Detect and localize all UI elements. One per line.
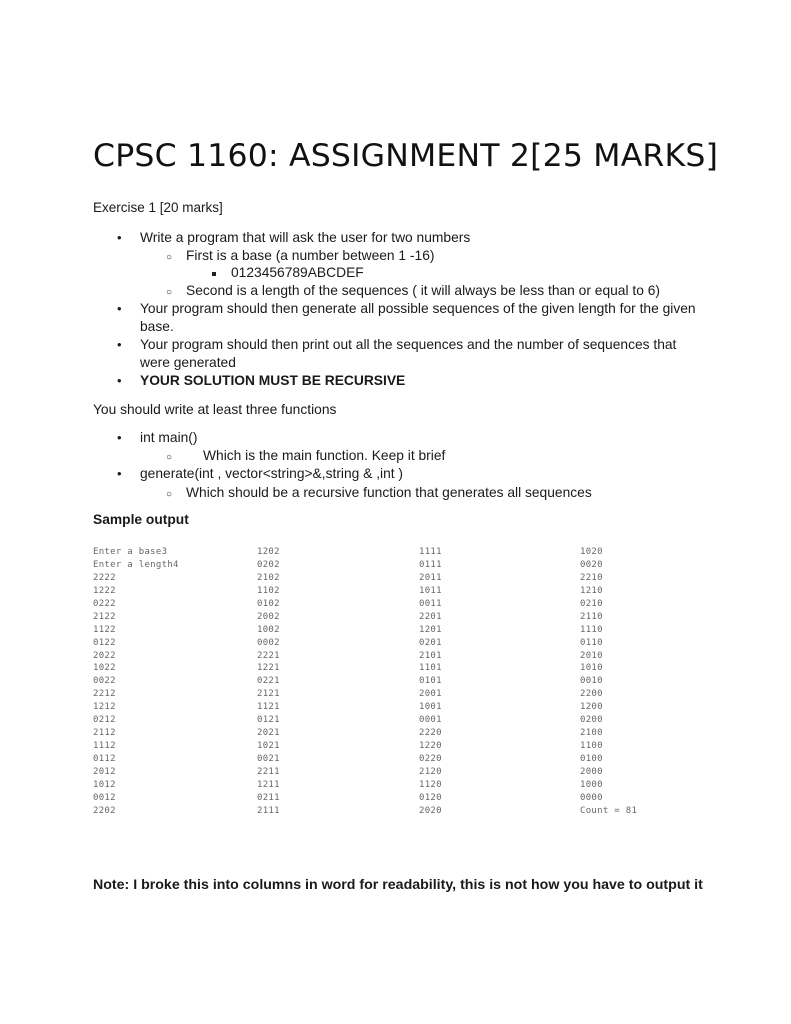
sample-output-line: 2110 (580, 611, 603, 622)
sample-output-line: 1000 (580, 779, 603, 790)
sample-output-line: 2102 (257, 572, 280, 583)
requirement-item: Write a program that will ask the user for two numbers (140, 230, 471, 245)
sample-output-line: 1201 (419, 624, 442, 635)
sample-output-line: Enter a length4 (93, 559, 179, 570)
sample-output-line: 0012 (93, 792, 116, 803)
sample-output-line: 1022 (93, 663, 116, 674)
sample-output-line: 2121 (257, 689, 280, 700)
requirement-subitem: First is a base (a number between 1 -16) (186, 248, 435, 263)
sample-output-line: 0010 (580, 676, 603, 687)
sample-output-line: 1120 (419, 779, 442, 790)
square-bullet-icon (212, 272, 216, 276)
sample-output-line: Count = 81 (580, 805, 638, 816)
sample-output-line: 2120 (419, 766, 442, 777)
sample-output-line: 1001 (419, 702, 442, 713)
sample-output-line: 2002 (257, 611, 280, 622)
bullet-icon: • (117, 337, 122, 352)
sample-output-column (93, 546, 179, 818)
sample-output-line: 0201 (419, 637, 442, 648)
bullet-icon: • (117, 230, 122, 245)
requirement-detail: 0123456789ABCDEF (231, 265, 364, 280)
function-item: generate(int , vector<string>&,string & ,int ) (140, 466, 404, 481)
page-title: CPSC 1160: ASSIGNMENT 2[25 MARKS] (93, 138, 719, 174)
sample-output-line: 1222 (93, 585, 116, 596)
sample-output-line: 0120 (419, 792, 442, 803)
sample-output-line: 0101 (419, 676, 442, 687)
sample-output-line: 2021 (257, 728, 280, 739)
sample-output-line: 0222 (93, 598, 116, 609)
requirement-item: Your program should then print out all the sequences and the number of sequences that were generated (140, 337, 677, 370)
function-description: Which is the main function. Keep it brief (203, 448, 446, 463)
sample-output-line: 1200 (580, 702, 603, 713)
sample-output-column (580, 546, 637, 818)
bullet-icon: • (117, 430, 122, 445)
sample-output-line: 1212 (93, 702, 116, 713)
sample-output-line: 2200 (580, 689, 603, 700)
sample-output-line: 0202 (257, 559, 280, 570)
sample-output-line: 1102 (257, 585, 280, 596)
sample-output-line: 0111 (419, 559, 442, 570)
sample-output-line: 1112 (93, 741, 116, 752)
sample-output-line: 1021 (257, 741, 280, 752)
sample-output-line: 0122 (93, 637, 116, 648)
sample-output-heading: Sample output (93, 512, 189, 527)
sample-output-line: 0000 (580, 792, 603, 803)
sample-output-line: 1012 (93, 779, 116, 790)
sample-output-line: 1210 (580, 585, 603, 596)
sample-output-line: 2211 (257, 766, 280, 777)
sample-output-line: 0210 (580, 598, 603, 609)
sample-output-line: 0200 (580, 715, 603, 726)
requirement-item: Your program should then generate all possible sequences of the given length for the given base. (140, 301, 696, 334)
sample-output-line: 2201 (419, 611, 442, 622)
sample-output-line: 1211 (257, 779, 280, 790)
sample-output-line: 0211 (257, 792, 280, 803)
sample-output-line: 1221 (257, 663, 280, 674)
sample-output-line: 1002 (257, 624, 280, 635)
sample-output-line: 0021 (257, 754, 280, 764)
sample-output-line: 0212 (93, 715, 116, 726)
circle-bullet-icon: ○ (166, 252, 173, 263)
sample-output-line: 2122 (93, 611, 116, 622)
sample-output-line: 1020 (580, 547, 603, 557)
circle-bullet-icon: ○ (166, 489, 173, 500)
sample-output-line: 2000 (580, 766, 603, 777)
bullet-icon: • (117, 301, 122, 316)
sample-output-line: 1122 (93, 624, 116, 635)
sample-output-line: 2212 (93, 689, 116, 700)
sample-output-line: 2100 (580, 728, 603, 739)
sample-output-column (257, 546, 280, 818)
sample-output-line: 2012 (93, 766, 116, 777)
sample-output-line: 2011 (419, 572, 442, 583)
sample-output-line: 0221 (257, 676, 280, 687)
sample-output-line: 1111 (419, 547, 442, 557)
sample-output-line: 2001 (419, 689, 442, 700)
bullet-icon: • (117, 466, 122, 481)
sample-output-line: 2220 (419, 728, 442, 739)
sample-output-line: 0121 (257, 715, 280, 726)
requirement-subitem: Second is a length of the sequences ( it will always be less than or equal to 6) (186, 283, 660, 298)
note-text: Note: I broke this into columns in word for readability, this is not how you have to output it (93, 877, 703, 893)
functions-intro: You should write at least three functions (93, 402, 337, 417)
sample-output-line: 1100 (580, 741, 603, 752)
circle-bullet-icon: ○ (166, 452, 173, 463)
sample-output-line: 0100 (580, 754, 603, 764)
sample-output-line: 1110 (580, 624, 603, 635)
sample-output-line: 1010 (580, 663, 603, 674)
sample-output-column (419, 546, 442, 818)
sample-output-line: 0002 (257, 637, 280, 648)
sample-output-line: 1220 (419, 741, 442, 752)
circle-bullet-icon: ○ (166, 287, 173, 298)
function-description: Which should be a recursive function that generates all sequences (186, 485, 592, 500)
sample-output-line: 2111 (257, 805, 280, 816)
sample-output-line: 0020 (580, 559, 603, 570)
sample-output-line: 0220 (419, 754, 442, 764)
sample-output-line: 0011 (419, 598, 442, 609)
requirement-item-recursive: YOUR SOLUTION MUST BE RECURSIVE (140, 373, 406, 388)
sample-output-line: 2022 (93, 650, 116, 661)
sample-output-line: 2101 (419, 650, 442, 661)
sample-output-line: Enter a base3 (93, 547, 168, 557)
sample-output-line: 1011 (419, 585, 442, 596)
sample-output-line: 1101 (419, 663, 442, 674)
sample-output-line: 0112 (93, 754, 116, 764)
sample-output-line: 2112 (93, 728, 116, 739)
function-item: int main() (140, 430, 198, 445)
sample-output-line: 0022 (93, 676, 116, 687)
sample-output-line: 0102 (257, 598, 280, 609)
sample-output-line: 2210 (580, 572, 603, 583)
exercise-heading: Exercise 1 [20 marks] (93, 200, 223, 215)
sample-output-line: 0001 (419, 715, 442, 726)
sample-output-line: 2010 (580, 650, 603, 661)
sample-output-line: 0110 (580, 637, 603, 648)
sample-output-line: 1121 (257, 702, 280, 713)
sample-output-line: 2221 (257, 650, 280, 661)
bullet-icon: • (117, 373, 122, 388)
sample-output-line: 1202 (257, 547, 280, 557)
sample-output-line: 2020 (419, 805, 442, 816)
sample-output-line: 2222 (93, 572, 116, 583)
sample-output-line: 2202 (93, 805, 116, 816)
